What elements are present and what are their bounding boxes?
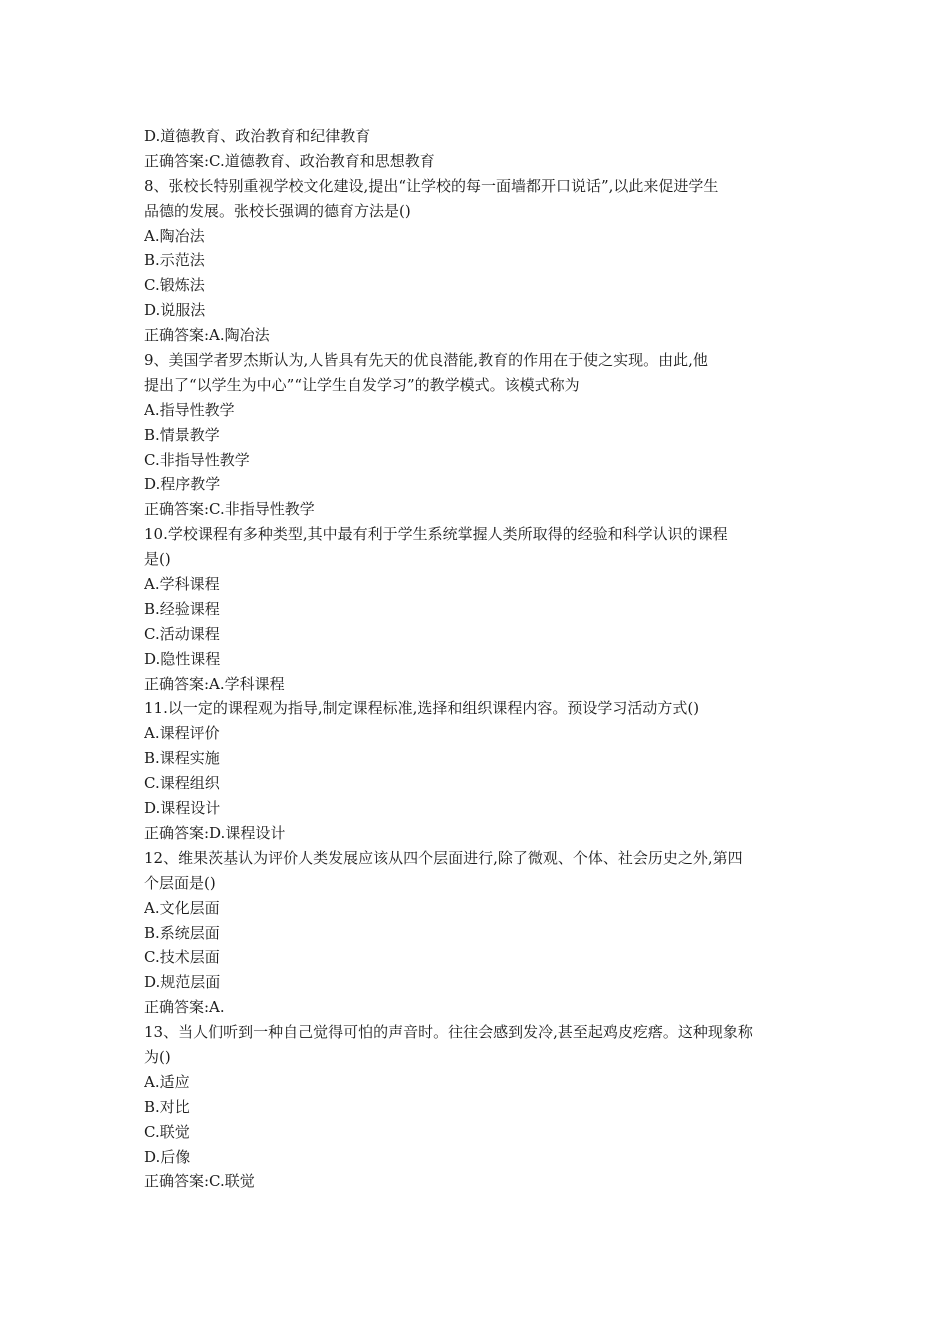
option-a: A.陶冶法 bbox=[144, 226, 205, 245]
question-stem-line: 提出了“以学生为中心”“让学生自发学习”的教学模式。该模式称为 bbox=[144, 375, 580, 394]
question-block bbox=[144, 696, 808, 845]
option-b: B.示范法 bbox=[144, 251, 205, 270]
option-c: C.联觉 bbox=[144, 1122, 190, 1141]
option-a: A.学科课程 bbox=[144, 575, 220, 594]
option-b: B.经验课程 bbox=[144, 599, 220, 618]
correct-answer: 正确答案:C.道德教育、政治教育和思想教育 bbox=[144, 151, 435, 170]
question-stem-line: 11.以一定的课程观为指导,制定课程标准,选择和组织课程内容。预设学习活动方式() bbox=[144, 699, 700, 718]
question-block bbox=[144, 348, 808, 522]
correct-answer: 正确答案:C.非指导性教学 bbox=[144, 500, 315, 519]
question-stem-line: 9、美国学者罗杰斯认为,人皆具有先天的优良潜能,教育的作用在于使之实现。由此,他 bbox=[144, 351, 708, 370]
option-c: C.课程组织 bbox=[144, 774, 220, 793]
option-a: A.文化层面 bbox=[144, 898, 220, 917]
question-stem-line: 10.学校课程有多种类型,其中最有利于学生系统掌握人类所取得的经验和科学认识的课程 bbox=[144, 525, 728, 544]
question-stem-line: 是() bbox=[144, 550, 171, 569]
question-stem-line: 品德的发展。张校长强调的德育方法是() bbox=[144, 201, 411, 220]
document-page bbox=[144, 124, 808, 1194]
option-c: C.非指导性教学 bbox=[144, 450, 250, 469]
option-d: D.道德教育、政治教育和纪律教育 bbox=[144, 127, 371, 145]
option-a: A.适应 bbox=[144, 1072, 190, 1091]
question-block bbox=[144, 846, 808, 1020]
question-stem-line: 13、当人们听到一种自己觉得可怕的声音时。往往会感到发冷,甚至起鸡皮疙瘩。这种现象称 bbox=[144, 1023, 753, 1042]
option-c: C.活动课程 bbox=[144, 624, 220, 643]
correct-answer: 正确答案:A.陶冶法 bbox=[144, 326, 270, 345]
question-stem-line: 个层面是() bbox=[144, 873, 216, 892]
option-c: C.锻炼法 bbox=[144, 276, 205, 295]
correct-answer: 正确答案:C.联觉 bbox=[144, 1172, 255, 1191]
option-b: B.对比 bbox=[144, 1097, 190, 1116]
question-block bbox=[144, 174, 808, 348]
option-b: B.情景教学 bbox=[144, 425, 220, 444]
question-block bbox=[144, 1020, 808, 1194]
question-stem-line: 12、维果茨基认为评价人类发展应该从四个层面进行,除了微观、个体、社会历史之外,第四 bbox=[144, 848, 743, 867]
option-b: B.系统层面 bbox=[144, 923, 220, 942]
option-a: A.指导性教学 bbox=[144, 400, 235, 419]
question-block bbox=[144, 522, 808, 696]
option-d: D.程序教学 bbox=[144, 475, 221, 494]
correct-answer: 正确答案:D.课程设计 bbox=[144, 823, 286, 842]
option-d: D.后像 bbox=[144, 1147, 191, 1166]
question-stem-line: 为() bbox=[144, 1047, 171, 1066]
option-b: B.课程实施 bbox=[144, 749, 220, 768]
option-d: D.说服法 bbox=[144, 301, 206, 320]
question-stem-line: 8、张校长特别重视学校文化建设,提出“让学校的每一面墙都开口说话”,以此来促进学生 bbox=[144, 176, 719, 195]
option-d: D.规范层面 bbox=[144, 973, 221, 992]
option-a: A.课程评价 bbox=[144, 724, 220, 743]
option-c: C.技术层面 bbox=[144, 948, 220, 967]
correct-answer: 正确答案:A. bbox=[144, 998, 225, 1017]
correct-answer: 正确答案:A.学科课程 bbox=[144, 674, 285, 693]
option-d: D.隐性课程 bbox=[144, 649, 221, 668]
option-d: D.课程设计 bbox=[144, 799, 221, 818]
